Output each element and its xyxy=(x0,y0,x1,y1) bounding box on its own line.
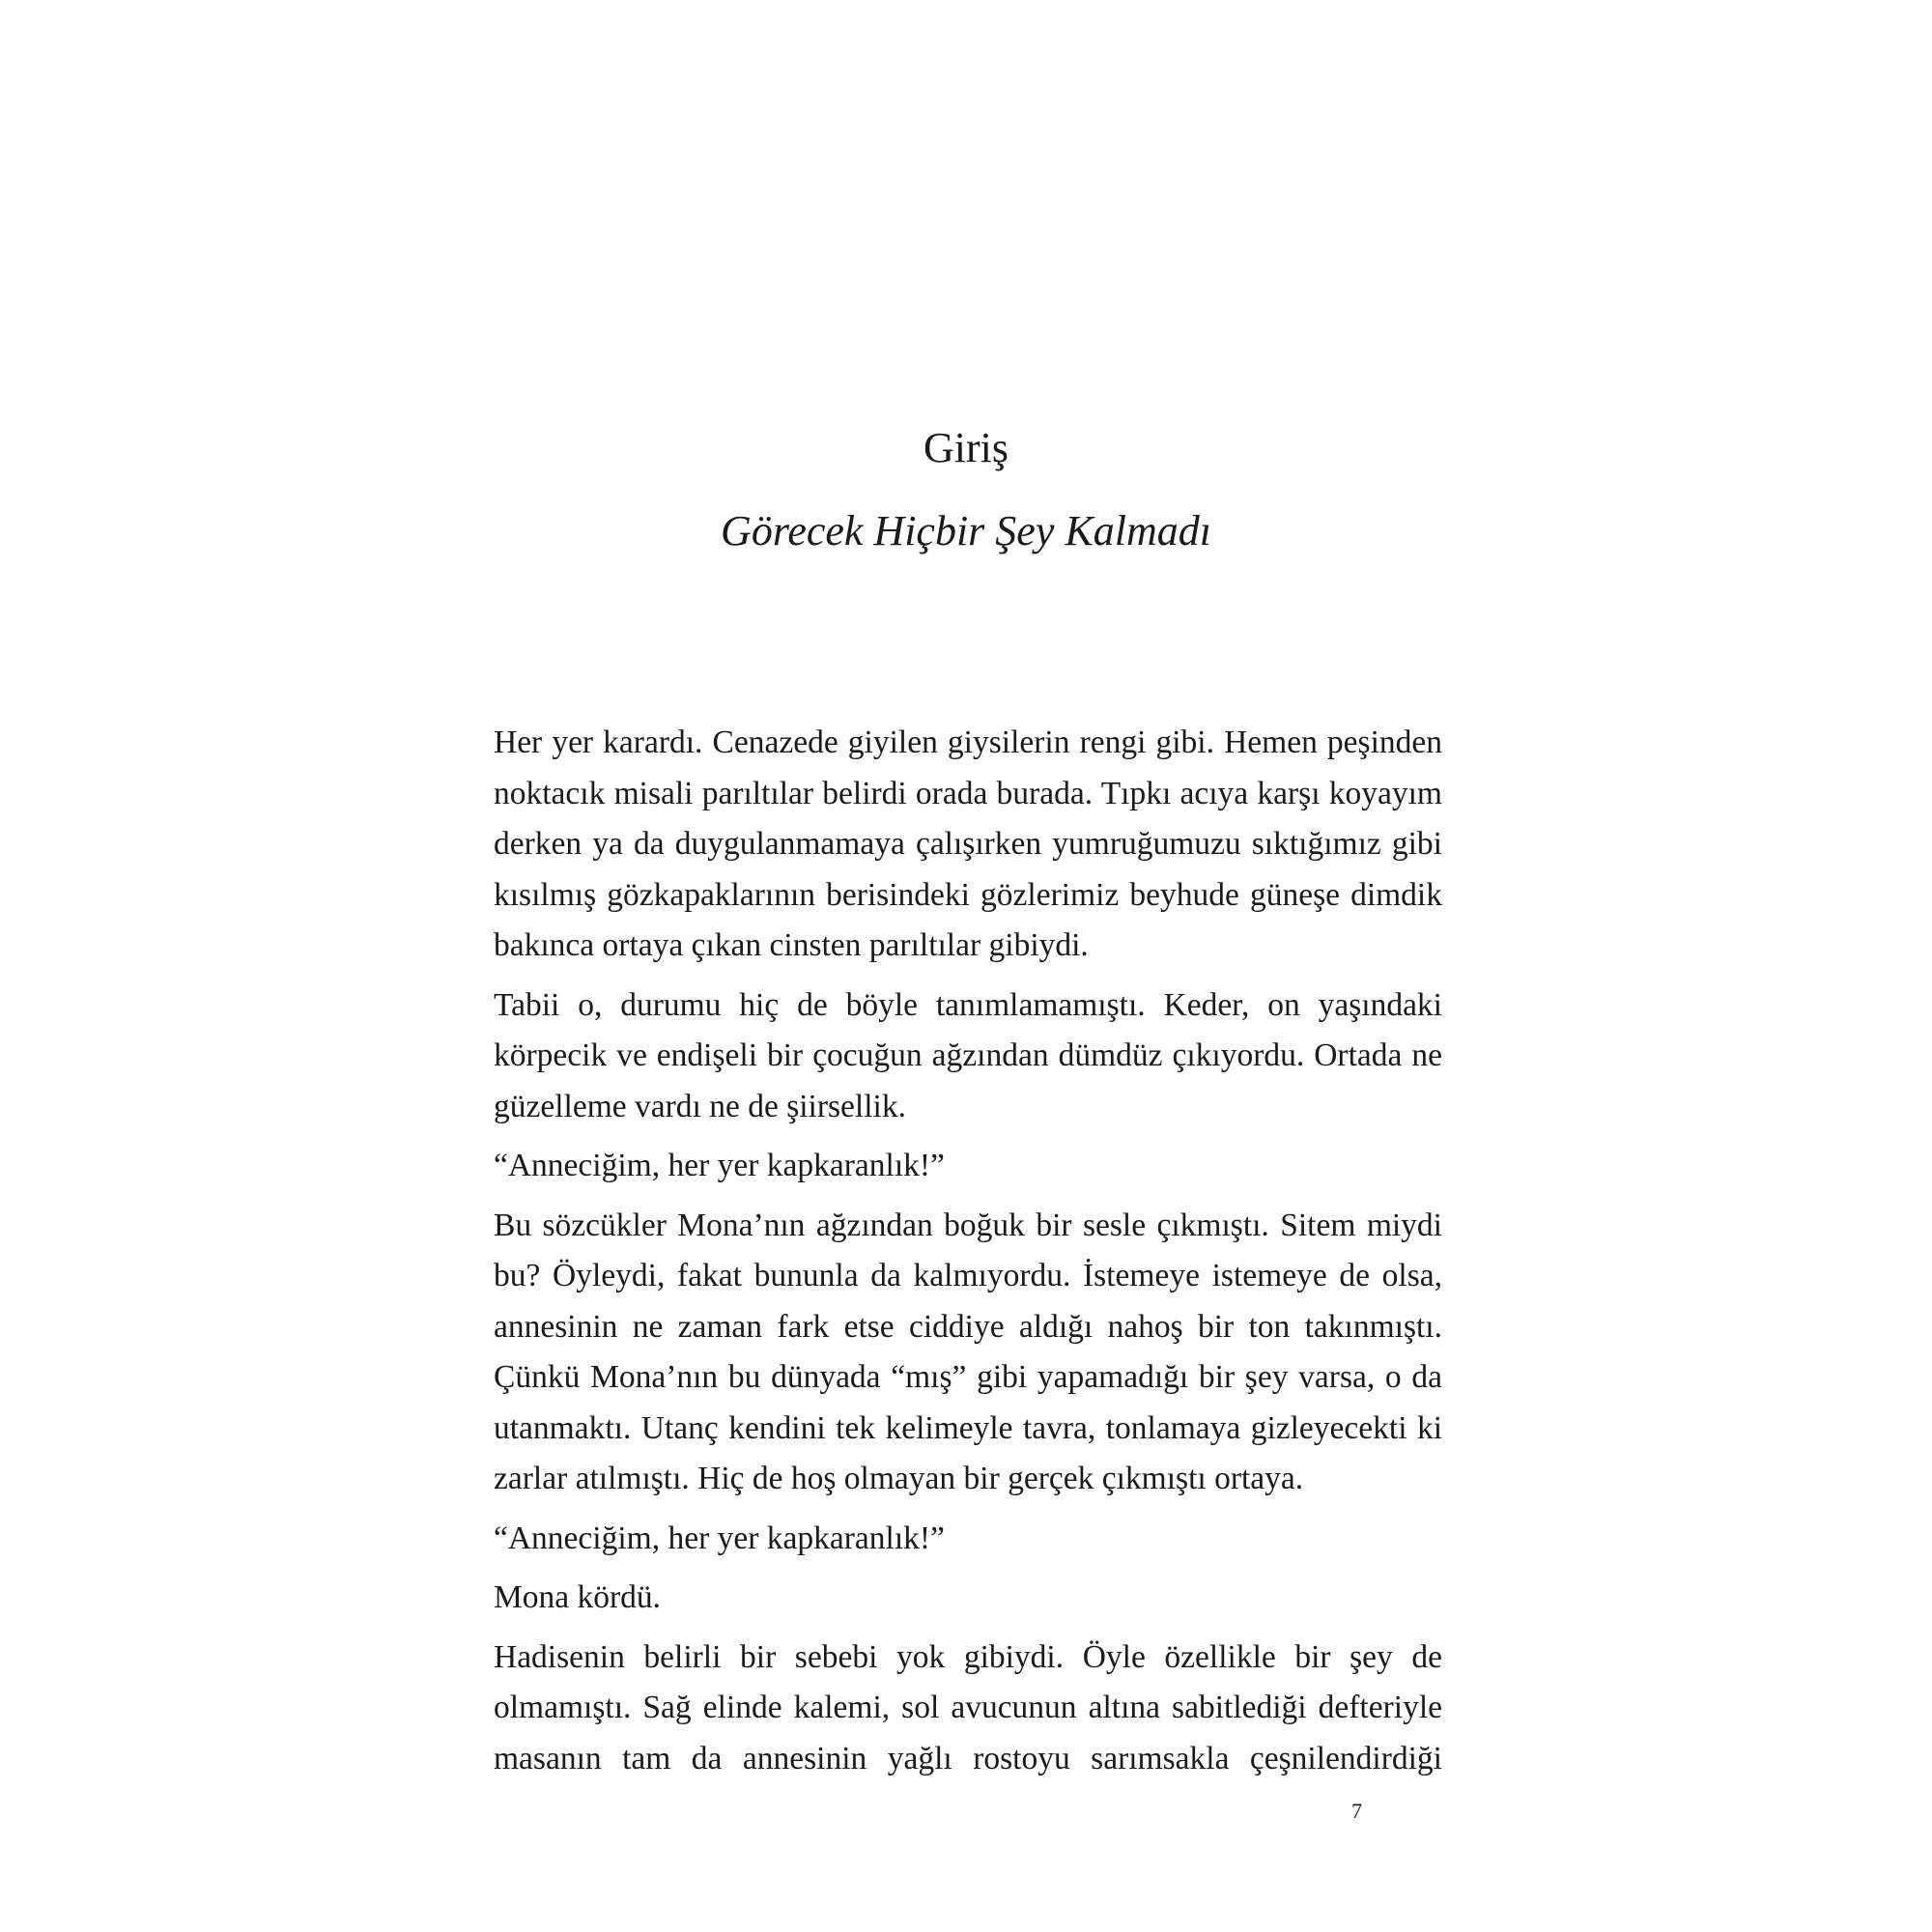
paragraph: Mona kördü. xyxy=(494,1579,662,1615)
chapter-subtitle: Görecek Hiçbir Şey Kalmadı xyxy=(721,507,1211,554)
body-text xyxy=(494,718,1442,1793)
paragraph: Her yer karardı. Cenazede giyilen giysilerin rengi gibi. Hemen peşinden noktacık misali parıltılar belirdi orada burada. Tıpkı acıya karşı koyayım derken ya da duygulanmamaya çalışırken yumruğumuzu sıktığımız gibi kısılmış gözkapaklarının berisindeki gözlerimiz beyhude güneşe dimdik bakınca ortaya çıkan cinsten parıltılar gibiydi. xyxy=(494,724,1442,963)
page-number: 7 xyxy=(1351,1799,1362,1823)
paragraph: Bu sözcükler Mona’nın ağzından boğuk bir sesle çıkmıştı. Sitem miydi bu? Öyleydi, fakat bununla da kalmıyordu. İstemeye istemeye de olsa, annesinin ne zaman fark etse ciddiye aldığı nahoş bir ton takınmıştı. Çünkü Mona’nın bu dünyada “mış” gibi yapamadığı bir şey varsa, o da utanmaktı. Utanç kendini tek kelimeyle tavra, tonlamaya gizleyecekti ki zarlar atılmıştı. Hiç de hoş olmayan bir gerçek çıkmıştı ortaya. xyxy=(494,1207,1442,1496)
chapter-title: Giriş xyxy=(923,424,1009,471)
dialogue-line: “Anneciğim, her yer kapkaranlık!” xyxy=(494,1520,945,1556)
paragraph: Tabii o, durumu hiç de böyle tanımlamamıştı. Keder, on yaşındaki körpecik ve endişeli bir çocuğun ağzından dümdüz çıkıyordu. Ortada ne güzelleme vardı ne de şiirsellik. xyxy=(494,986,1442,1124)
dialogue-line: “Anneciğim, her yer kapkaranlık!” xyxy=(494,1148,945,1183)
paragraph: Hadisenin belirli bir sebebi yok gibiydi. Öyle özellikle bir şey de olmamıştı. Sağ elinde kalemi, sol avucunun altına sabitlediği defteriyle masanın tam da annesinin yağlı rostoyu sarımsakla çeşnilendirdiği xyxy=(494,1638,1442,1776)
